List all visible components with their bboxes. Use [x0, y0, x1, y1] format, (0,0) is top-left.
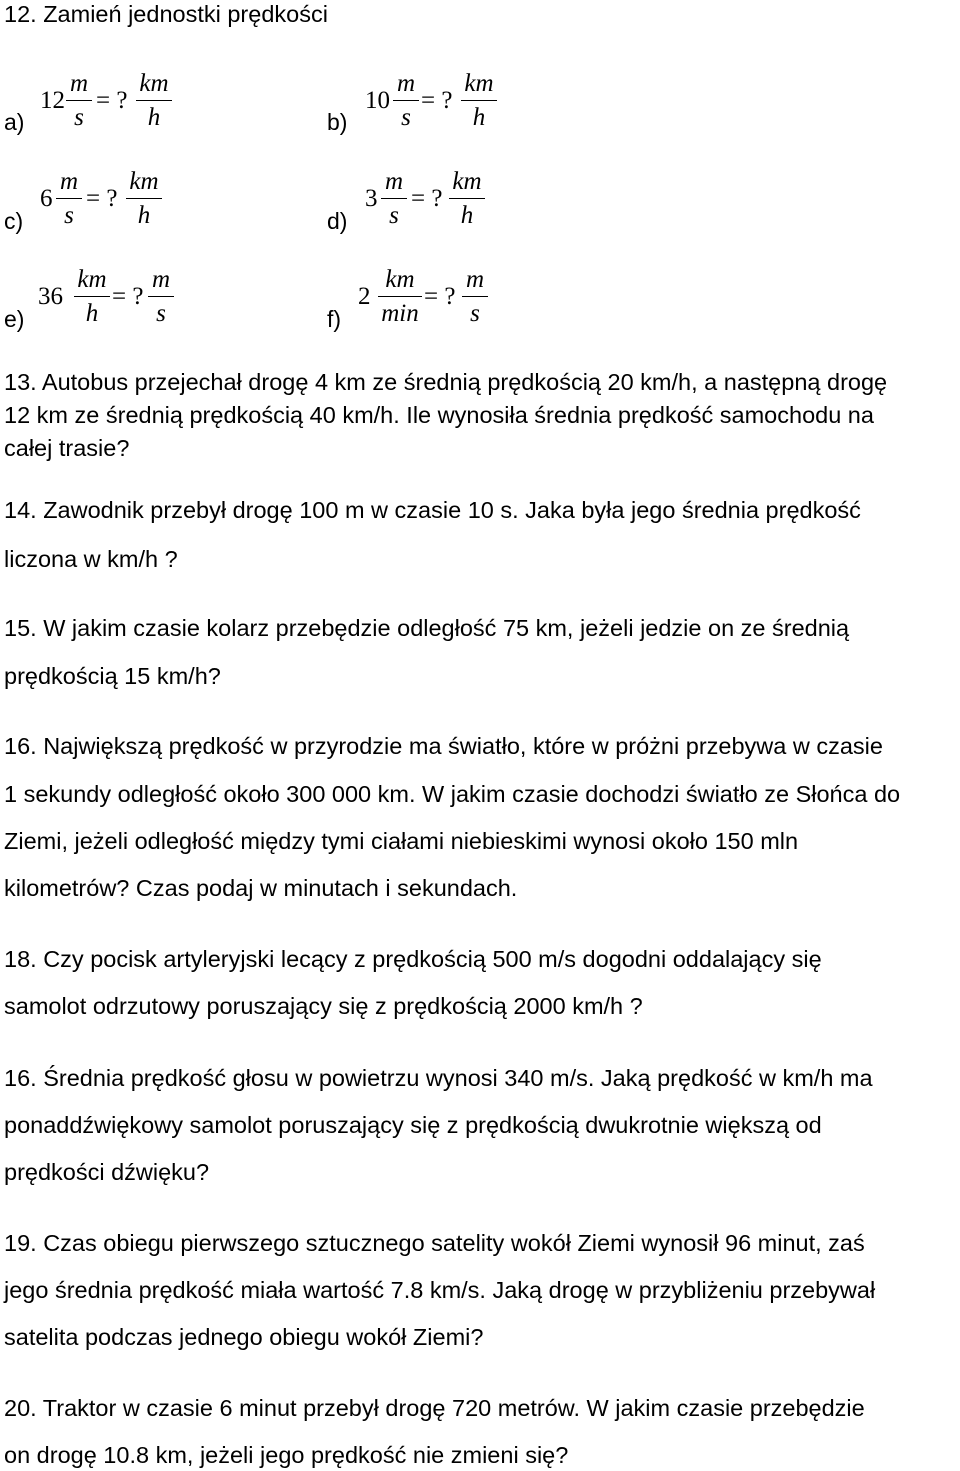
- exercise-c-label: c): [4, 208, 24, 234]
- task-19-line-2: jego średnia prędkość miała wartość 7.8 km/s. Jaką drogę w przybliżeniu przebywał: [4, 1277, 876, 1303]
- exercise-e-number: 36: [38, 283, 63, 310]
- exercise-b-from-unit: m s: [393, 70, 419, 132]
- task-16b-line-1: 16. Średnia prędkość głosu w powietrzu wynosi 340 m/s. Jaką prędkość w km/h ma: [4, 1065, 873, 1091]
- task-16-line-2: 1 sekundy odległość około 300 000 km. W jakim czasie dochodzi światło ze Słońca do: [4, 781, 901, 807]
- exercise-b-to-unit: km h: [461, 70, 497, 132]
- task-15-line-2: prędkością 15 km/h?: [4, 663, 221, 689]
- exercise-f-label: f): [327, 306, 342, 332]
- exercise-c-number: 6: [40, 185, 53, 212]
- exercise-c-equals: = ?: [86, 185, 118, 212]
- exercise-c-from-unit: m s: [56, 168, 82, 230]
- exercise-a-label: a): [4, 109, 25, 135]
- task-15-line-1: 15. W jakim czasie kolarz przebędzie odległość 75 km, jeżeli jedzie on ze średnią: [4, 615, 850, 641]
- heading-task-12: 12. Zamień jednostki prędkości: [4, 1, 328, 27]
- exercise-e-equals: = ?: [112, 283, 144, 310]
- exercise-a-equals: = ?: [96, 87, 128, 114]
- task-13-line-2: 12 km ze średnią prędkością 40 km/h. Ile wynosiła średnia prędkość samochodu na: [4, 402, 874, 428]
- task-19-line-3: satelita podczas jednego obiegu wokół Ziemi?: [4, 1324, 484, 1350]
- exercise-b-label: b): [327, 109, 348, 135]
- exercise-d-number: 3: [365, 185, 378, 212]
- task-16-line-4: kilometrów? Czas podaj w minutach i sekundach.: [4, 875, 518, 901]
- exercise-d-to-unit: km h: [449, 168, 485, 230]
- exercise-a-from-unit: m s: [66, 70, 92, 132]
- exercise-a-number: 12: [40, 87, 65, 114]
- task-13-line-1: 13. Autobus przejechał drogę 4 km ze średnią prędkością 20 km/h, a następną drogę: [4, 369, 888, 395]
- task-13-line-3: całej trasie?: [4, 435, 130, 461]
- task-14-line-2: liczona w km/h ?: [4, 546, 178, 572]
- exercise-d-label: d): [327, 208, 348, 234]
- task-18-line-2: samolot odrzutowy poruszający się z prędkością 2000 km/h ?: [4, 993, 643, 1019]
- exercise-a-to-unit: km h: [136, 70, 172, 132]
- exercise-d-from-unit: m s: [381, 168, 407, 230]
- task-16b-line-2: ponaddźwiękowy samolot poruszający się z prędkością dwukrotnie większą od: [4, 1112, 822, 1138]
- exercise-f-to-unit: m s: [462, 266, 488, 328]
- exercise-f-equals: = ?: [424, 283, 456, 310]
- task-14-line-1: 14. Zawodnik przebył drogę 100 m w czasie 10 s. Jaka była jego średnia prędkość: [4, 497, 861, 523]
- exercise-f-number: 2: [358, 283, 371, 310]
- task-16b-line-3: prędkości dźwięku?: [4, 1159, 210, 1185]
- exercise-f-from-unit: km min: [378, 266, 422, 328]
- exercise-b-number: 10: [365, 87, 390, 114]
- task-19-line-1: 19. Czas obiegu pierwszego sztucznego satelity wokół Ziemi wynosił 96 minut, zaś: [4, 1230, 865, 1256]
- exercise-e-to-unit: m s: [148, 266, 174, 328]
- task-20-line-1: 20. Traktor w czasie 6 minut przebył drogę 720 metrów. W jakim czasie przebędzie: [4, 1395, 865, 1421]
- exercise-d-equals: = ?: [411, 185, 443, 212]
- task-20-line-2: on drogę 10.8 km, jeżeli jego prędkość nie zmieni się?: [4, 1442, 569, 1468]
- exercise-c-to-unit: km h: [126, 168, 162, 230]
- exercise-e-from-unit: km h: [74, 266, 110, 328]
- task-18-line-1: 18. Czy pocisk artyleryjski lecący z prędkością 500 m/s dogodni oddalający się: [4, 946, 822, 972]
- exercise-b-equals: = ?: [421, 87, 453, 114]
- task-16-line-1: 16. Największą prędkość w przyrodzie ma światło, które w próżni przebywa w czasie: [4, 733, 883, 759]
- exercise-e-label: e): [4, 306, 25, 332]
- task-16-line-3: Ziemi, jeżeli odległość między tymi ciałami niebieskimi wynosi około 150 mln: [4, 828, 799, 854]
